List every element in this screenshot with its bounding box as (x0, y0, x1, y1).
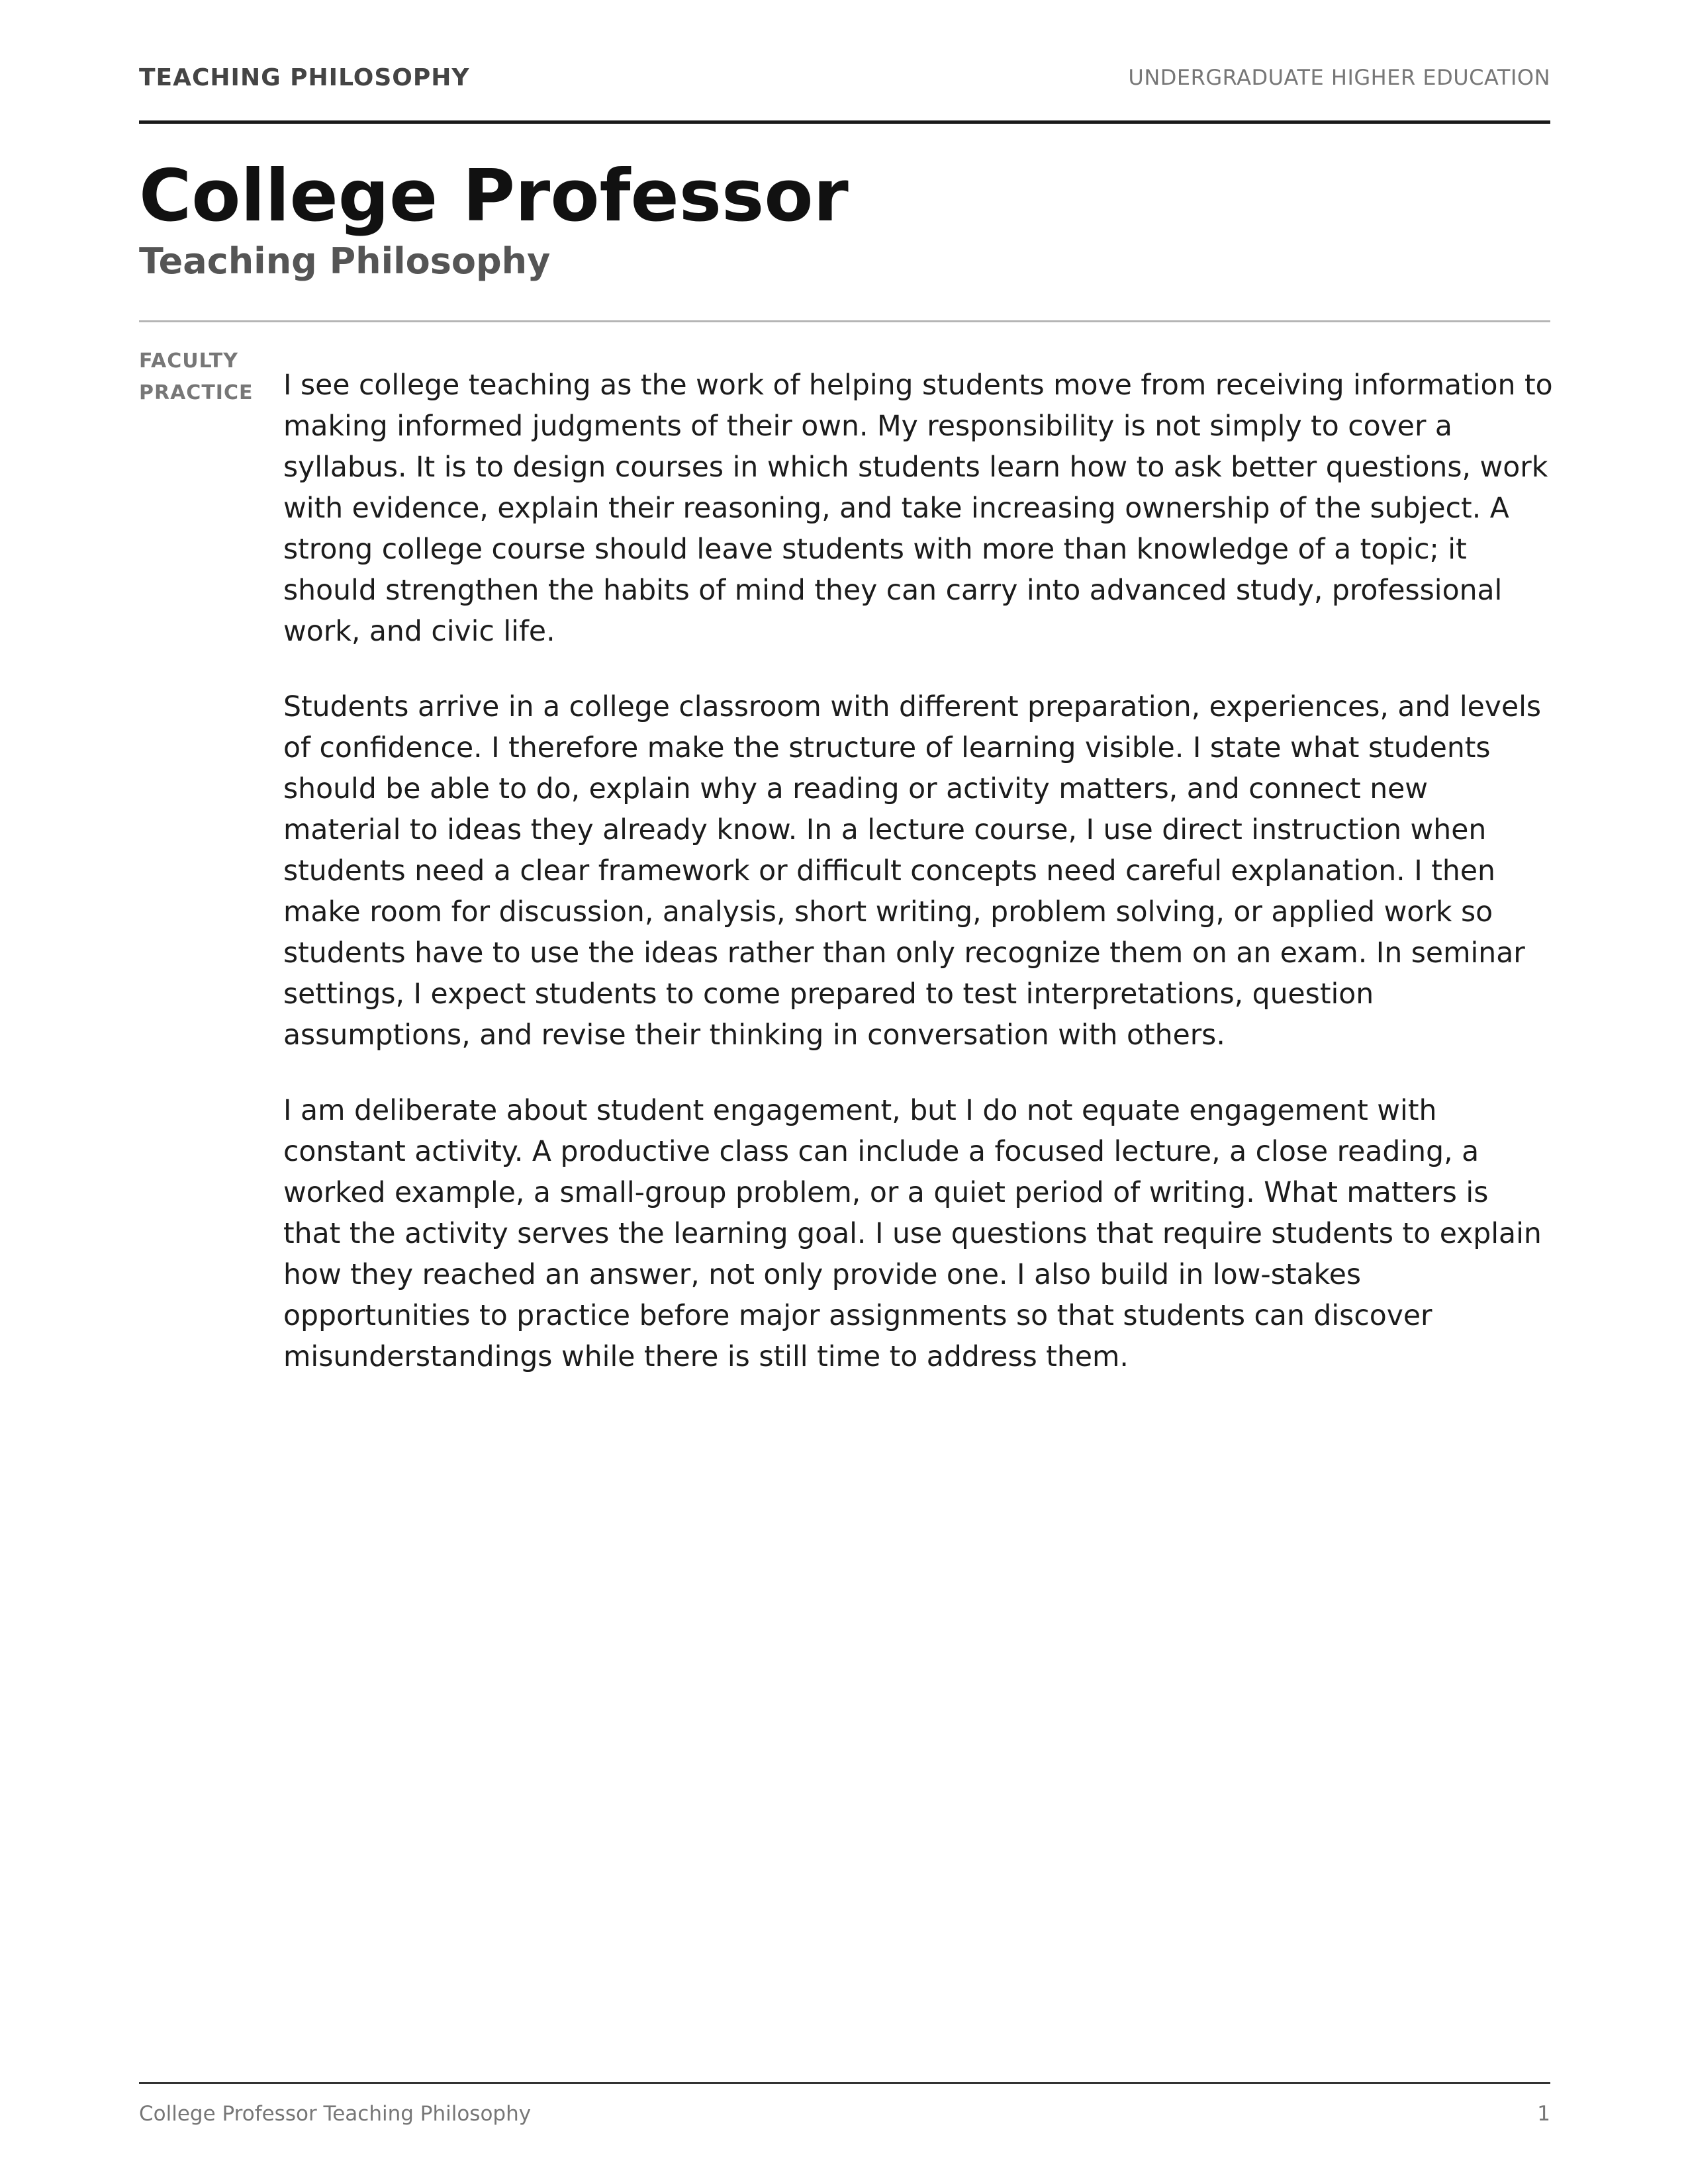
title-divider (139, 320, 1550, 322)
page-subtitle: Teaching Philosophy (139, 240, 551, 282)
body-text (283, 365, 1553, 1412)
section-label-line-2: PRACTICE (139, 381, 254, 404)
header-doc-type: TEACHING PHILOSOPHY (139, 64, 470, 91)
paragraph-3: I am deliberate about student engagement, but I do not equate engagement with constant activity. A productive class can include a focused lecture, a close reading, a worked example, a small-group problem, or a quiet period of writing. What matters is that the activity serves the learning goal. I use questions that require students to explain how they reached an answer, not only provide one. I also build in low-stakes opportunities to practice before major assignments so that students can discover misunderstandings while there is still time to address them. (283, 1095, 1542, 1373)
running-header (139, 61, 1550, 94)
document-page (139, 0, 1553, 2184)
footer-divider (139, 2082, 1550, 2084)
header-divider (139, 120, 1550, 124)
page-title: College Professor (139, 155, 849, 238)
page-footer (139, 2099, 1550, 2128)
section-label (139, 345, 271, 409)
paragraph-2: Students arrive in a college classroom with different preparation, experiences, and levels of confidence. I therefore make the structure of learning visible. I state what students should be able to do, explain why a reading or activity matters, and connect new material to ideas they already know. In a lecture course, I use direct instruction when students need a clear framework or difficult concepts need careful explanation. I then make room for discussion, analysis, short writing, problem solving, or applied work so students have to use the ideas rather than only recognize them on an exam. In seminar settings, I expect students to come prepared to test interpretations, question assumptions, and revise their thinking in conversation with others. (283, 691, 1542, 1052)
section-label-line-1: FACULTY (139, 349, 238, 373)
page-number: 1 (1537, 2102, 1550, 2126)
footer-doc-title: College Professor Teaching Philosophy (139, 2102, 532, 2126)
header-category: UNDERGRADUATE HIGHER EDUCATION (1128, 65, 1550, 90)
paragraph-1: I see college teaching as the work of helping students move from receiving information to making informed judgments of their own. My responsibility is not simply to cover a syllabus. It is to design courses in which students learn how to ask better questions, work with evidence, explain their reasoning, and take increasing ownership of the subject. A strong college course should leave students with more than knowledge of a topic; it should strengthen the habits of mind they can carry into advanced study, professional work, and civic life. (283, 369, 1553, 648)
